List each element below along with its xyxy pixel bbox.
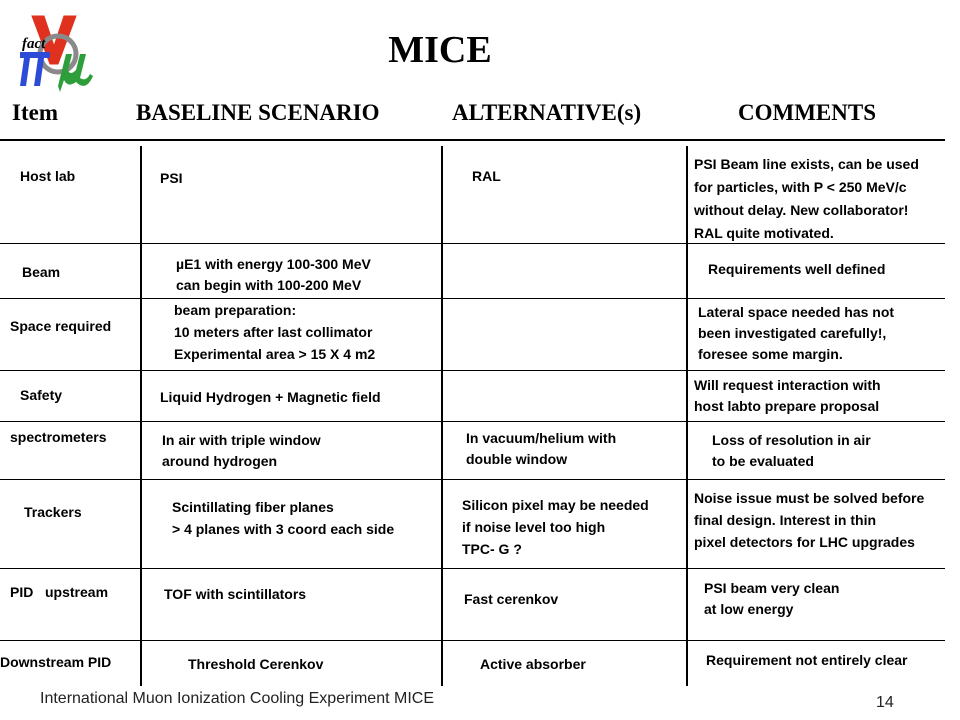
row-divider xyxy=(0,640,945,641)
row-trackers-alternative: Silicon pixel may be needed if noise level too high TPC- G ? xyxy=(462,497,649,557)
row-downstream-pid-alternative: Active absorber xyxy=(480,656,586,672)
row-host-lab-item: Host lab xyxy=(20,168,76,184)
row-divider xyxy=(0,568,945,569)
row-space-comments: Lateral space needed has not been investigated carefully!, foresee some margin. xyxy=(698,304,895,362)
footer-text: International Muon Ionization Cooling Experiment MICE xyxy=(40,690,434,707)
row-pid-upstream-alternative: Fast cerenkov xyxy=(464,591,559,607)
row-divider xyxy=(0,479,945,480)
row-pid-upstream-comments: PSI beam very clean at low energy xyxy=(704,580,840,617)
row-divider xyxy=(0,370,945,371)
page-number: 14 xyxy=(876,694,894,711)
header-baseline: BASELINE SCENARIO xyxy=(136,100,380,125)
column-divider-2 xyxy=(441,146,443,686)
row-space-item: Space required xyxy=(10,318,112,334)
row-trackers-baseline: Scintillating fiber planes > 4 planes with 3 coord each side xyxy=(172,499,395,537)
row-downstream-pid-baseline: Threshold Cerenkov xyxy=(188,656,324,672)
logo-label: fact xyxy=(22,36,46,52)
row-safety-comments: Will request interaction with host labto prepare proposal xyxy=(694,377,881,414)
row-spectrometers-alternative: In vacuum/helium with double window xyxy=(466,430,617,467)
column-divider-3 xyxy=(686,146,688,686)
row-divider xyxy=(0,298,945,299)
row-host-lab-baseline: PSI xyxy=(160,170,183,186)
row-divider xyxy=(0,421,945,422)
row-spectrometers-baseline: In air with triple window around hydrogen xyxy=(162,432,321,469)
row-space-baseline: beam preparation: 10 meters after last collimator Experimental area > 15 X 4 m2 xyxy=(174,302,376,362)
row-downstream-pid-item: Downstream PID xyxy=(0,654,112,670)
row-trackers-item: Trackers xyxy=(24,504,82,520)
row-safety-item: Safety xyxy=(20,387,63,403)
row-host-lab-alternative: RAL xyxy=(472,168,501,184)
row-downstream-pid-comments: Requirement not entirely clear xyxy=(706,652,908,668)
row-safety-baseline: Liquid Hydrogen + Magnetic field xyxy=(160,389,381,405)
row-beam-comments: Requirements well defined xyxy=(708,261,886,277)
row-beam-item: Beam xyxy=(22,264,61,280)
header-comments: COMMENTS xyxy=(738,100,876,125)
row-spectrometers-comments: Loss of resolution in air to be evaluated xyxy=(712,432,871,469)
row-host-lab-comments: PSI Beam line exists, can be used for particles, with P < 250 MeV/c without delay. New collaborator! RAL quite motivated. xyxy=(694,156,919,241)
row-trackers-comments: Noise issue must be solved before final design. Interest in thin pixel detectors for LHC upgrades xyxy=(694,490,925,550)
row-beam-baseline: µE1 with energy 100-300 MeV can begin with 100-200 MeV xyxy=(176,256,371,293)
header-alternatives: ALTERNATIVE(s) xyxy=(452,100,642,125)
page-title: MICE xyxy=(388,29,492,71)
row-pid-upstream-item: PID upstream xyxy=(10,584,109,600)
row-pid-upstream-baseline: TOF with scintillators xyxy=(164,586,307,602)
column-divider-1 xyxy=(140,146,142,686)
header-item: Item xyxy=(12,100,58,125)
header-rule xyxy=(0,139,945,141)
row-spectrometers-item: spectrometers xyxy=(10,429,107,445)
